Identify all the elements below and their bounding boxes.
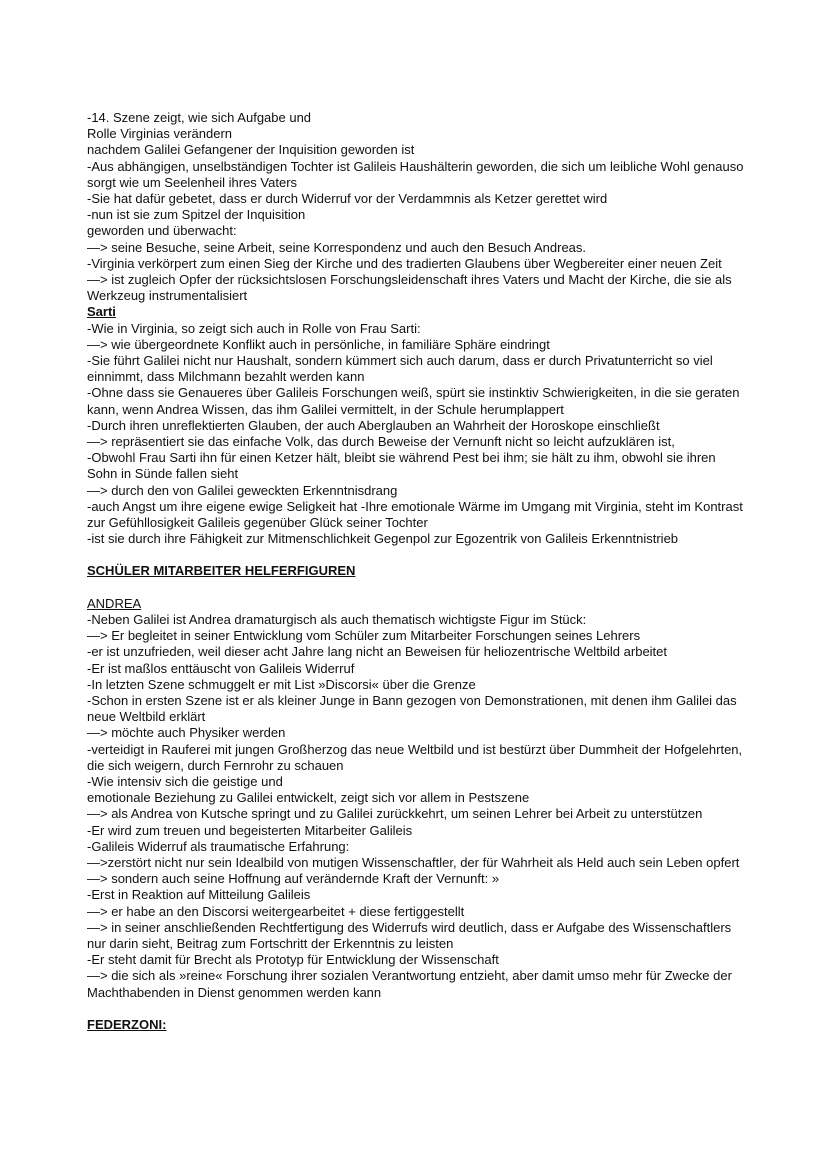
- text-line: -Wie intensiv sich die geistige und: [87, 773, 283, 789]
- spacer: [87, 580, 747, 596]
- text-line: —> sondern auch seine Hoffnung auf verändernde Kraft der Vernunft: »: [87, 871, 500, 887]
- text-line: -er ist unzufrieden, weil dieser acht Jahre lang nicht an Beweisen für heliozentrische Weltbild arbeitet: [87, 644, 668, 660]
- text-line: -ist sie durch ihre Fähigkeit zur Mitmenschlichkeit Gegenpol zur Egozentrik von Galileis Erkenntnistrieb: [87, 531, 679, 547]
- text-line: —> wie übergeordnete Konflikt auch in persönliche, in familiäre Sphäre eindringt: [87, 336, 550, 352]
- sarti-section: [87, 304, 747, 547]
- text-line: -Er ist maßlos enttäuscht von Galileis Widerruf: [87, 660, 355, 676]
- text-line: —> in seiner anschließenden Rechtfertigung des Widerrufs wird deutlich, dass er Aufgabe des Wissenschaftlers nur darin sieht, Beitrag zum Fortschritt der Erkenntnis zu leisten: [87, 919, 732, 951]
- text-line: -Sie führt Galilei nicht nur Haushalt, sondern kümmert sich auch darum, dass er durch Privatunterricht so viel einnimmt, dass Milchmann bezahlt werden kann: [87, 353, 713, 385]
- text-line: -Er wird zum treuen und begeisterten Mitarbeiter Galileis: [87, 822, 413, 838]
- text-line: nachdem Galilei Gefangener der Inquisition geworden ist: [87, 142, 415, 158]
- text-line: -Sie hat dafür gebetet, dass er durch Widerruf vor der Verdammnis als Ketzer gerettet wird: [87, 191, 608, 207]
- text-line: -Virginia verkörpert zum einen Sieg der Kirche und des tradierten Glaubens über Wegbereiter einer neuen Zeit: [87, 255, 722, 271]
- text-line: -Galileis Widerruf als traumatische Erfahrung:: [87, 838, 350, 854]
- text-line: —> Er begleitet in seiner Entwicklung vom Schüler zum Mitarbeiter Forschungen seines Lehrers: [87, 628, 641, 644]
- sarti-heading: Sarti: [87, 304, 116, 320]
- spacer: [87, 1001, 747, 1017]
- text-line: -Neben Galilei ist Andrea dramaturgisch als auch thematisch wichtigste Figur im Stück:: [87, 611, 587, 627]
- text-line: -In letzten Szene schmuggelt er mit List »Discorsi« über die Grenze: [87, 676, 476, 692]
- virginia-section: [87, 110, 747, 304]
- text-line: -nun ist sie zum Spitzel der Inquisition: [87, 207, 306, 223]
- schueler-heading: SCHÜLER MITARBEITER HELFERFIGUREN: [87, 563, 356, 579]
- text-line: —> ist zugleich Opfer der rücksichtslosen Forschungsleidenschaft ihres Vaters und Macht der Kirche, die sie als Werkzeug instrumentalisiert: [87, 272, 732, 304]
- text-line: -Schon in ersten Szene ist er als kleiner Junge in Bann gezogen von Demonstrationen, mit denen ihm Galilei das neue Weltbild erklärt: [87, 692, 737, 725]
- text-line: -Wie in Virginia, so zeigt sich auch in Rolle von Frau Sarti:: [87, 320, 421, 336]
- text-line: -14. Szene zeigt, wie sich Aufgabe und: [87, 110, 312, 125]
- spacer: [87, 547, 747, 563]
- text-line: geworden und überwacht:: [87, 223, 237, 239]
- text-line: -Aus abhängigen, unselbständigen Tochter ist Galileis Haushälterin geworden, die sich um leibliche Wohl genauso sorgt wie um Seelenheil ihres Vaters: [87, 158, 744, 190]
- federzoni-heading: FEDERZONI:: [87, 1016, 167, 1032]
- text-line: -Obwohl Frau Sarti ihn für einen Ketzer hält, bleibt sie während Pest bei ihm; sie hält zu ihm, obwohl sie ihren Sohn in Sünde fallen sieht: [87, 450, 716, 482]
- text-line: -Erst in Reaktion auf Mitteilung Galileis: [87, 887, 311, 903]
- andrea-heading: ANDREA: [87, 595, 142, 611]
- text-line: —> möchte auch Physiker werden: [87, 725, 286, 741]
- text-line: —> die sich als »reine« Forschung ihrer sozialen Verantwortung entzieht, aber damit umso mehr für Zwecke der Machthabenden in Dienst genommen werden kann: [87, 968, 732, 1000]
- text-line: —> als Andrea von Kutsche springt und zu Galilei zurückkehrt, um seinen Lehrer bei Arbeit zu unterstützen: [87, 806, 703, 822]
- text-line: —> durch den von Galilei geweckten Erkenntnisdrang: [87, 482, 398, 498]
- text-line: —> er habe an den Discorsi weitergearbeitet + diese fertiggestellt: [87, 903, 465, 919]
- text-line: —> repräsentiert sie das einfache Volk, das durch Beweise der Vernunft nicht so leicht aufzuklären ist,: [87, 434, 675, 450]
- text-line: -Ohne dass sie Genaueres über Galileis Forschungen weiß, spürt sie instinktiv Schwierigkeiten, in die sie geraten kann, wenn Andrea Wissen, das ihm Galilei vermittelt, in der Schule herumplappert: [87, 385, 740, 417]
- text-line: Rolle Virginias verändern: [87, 126, 233, 142]
- text-line: -auch Angst um ihre eigene ewige Seligkeit hat -Ihre emotionale Wärme im Umgang mit Virginia, steht im Kontrast zur Gefühllosigkeit Galileis gegenüber Glück seiner Tochter: [87, 498, 743, 531]
- text-line: -Er steht damit für Brecht als Prototyp für Entwicklung der Wissenschaft: [87, 952, 499, 968]
- text-line: -Durch ihren unreflektierten Glauben, der auch Aberglauben an Wahrheit der Horoskope einschließt: [87, 417, 660, 433]
- text-line: -verteidigt in Rauferei mit jungen Großherzog das neue Weltbild und ist bestürzt über Dummheit der Hofgelehrten, die sich weigern, durch Fernrohr zu schauen: [87, 741, 743, 773]
- document-page: [87, 110, 747, 1033]
- andrea-section: [87, 596, 747, 1001]
- text-line: —>zerstört nicht nur sein Idealbild von mutigen Wissenschaftler, der für Wahrheit als Held auch sein Leben opfert: [87, 854, 740, 870]
- text-line: emotionale Beziehung zu Galilei entwickelt, zeigt sich vor allem in Pestszene: [87, 790, 530, 806]
- text-line: —> seine Besuche, seine Arbeit, seine Korrespondenz und auch den Besuch Andreas.: [87, 239, 587, 255]
